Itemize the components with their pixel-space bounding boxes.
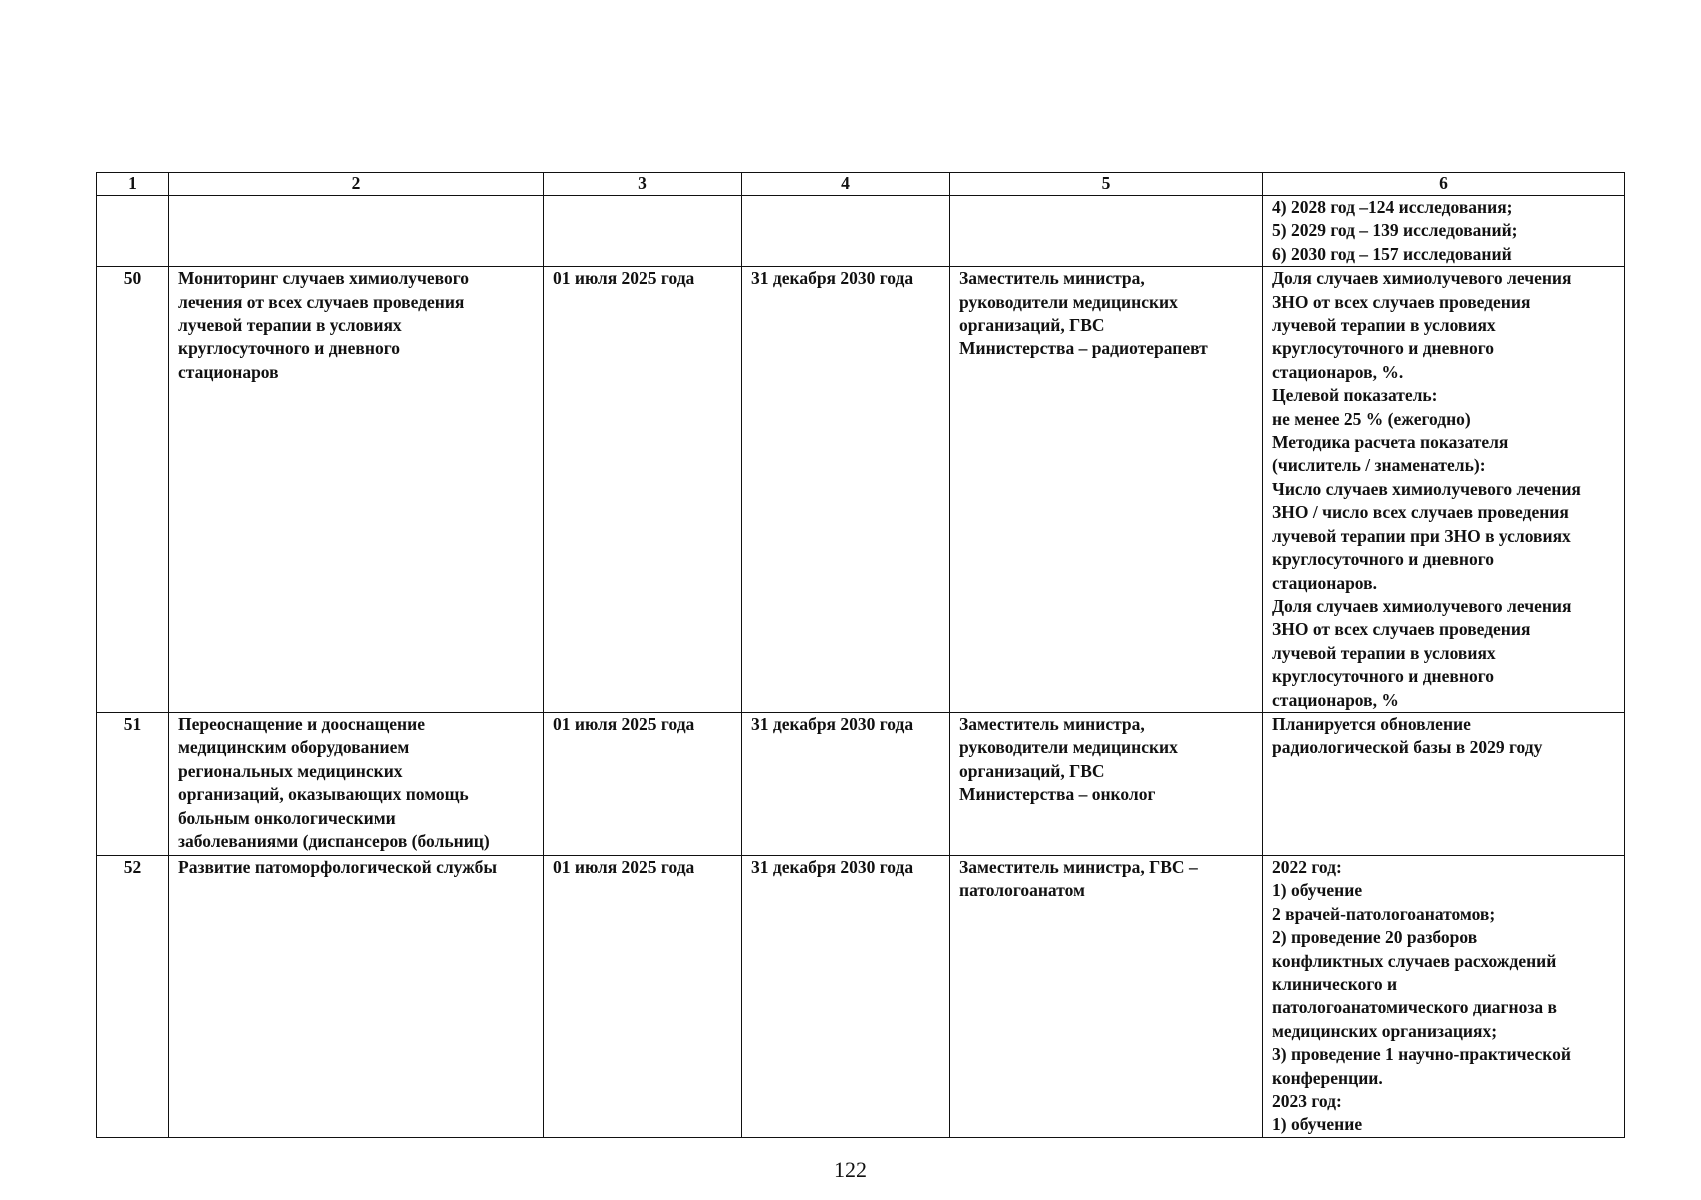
start-date-cell: 01 июля 2025 года xyxy=(544,855,742,1137)
cell-line: Развитие патоморфологической службы xyxy=(178,856,498,877)
plan-table xyxy=(96,172,1625,1138)
cell-line: 5) 2029 год – 139 исследований; xyxy=(1272,220,1518,241)
result-cell xyxy=(1263,712,1625,855)
cell-empty xyxy=(544,196,742,267)
activity-cell xyxy=(169,267,544,713)
page-number: 122 xyxy=(834,1157,867,1182)
header-row xyxy=(97,173,1625,196)
responsible-cell xyxy=(950,712,1263,855)
cell-line: ЗНО от всех случаев проведения xyxy=(1272,291,1531,312)
cell-line: 2023 год: xyxy=(1272,1091,1342,1111)
cell-line: Заместитель министра, ГВС – xyxy=(959,856,1198,877)
responsible-cell xyxy=(950,855,1263,1137)
cell-line: лучевой терапии в условиях xyxy=(178,315,402,336)
cell-line: медицинским оборудованием xyxy=(178,737,410,758)
cell-line: 1) обучение xyxy=(1272,1114,1363,1135)
column-header-3: 3 xyxy=(544,173,742,196)
cell-line: лечения от всех случаев проведения xyxy=(178,291,465,312)
cell-line: круглосуточного и дневного xyxy=(178,338,400,359)
column-header-5: 5 xyxy=(950,173,1263,196)
cell-empty xyxy=(742,196,950,267)
cell-line: Заместитель министра, xyxy=(959,713,1145,734)
cell-line: ЗНО / число всех случаев проведения xyxy=(1272,502,1569,523)
cell-line: медицинских организациях; xyxy=(1272,1020,1498,1041)
cell-line: стационаров. xyxy=(1272,572,1377,593)
cell-empty xyxy=(97,196,169,267)
cell-line: радиологической базы в 2029 году xyxy=(1272,737,1543,758)
column-header-6: 6 xyxy=(1263,173,1625,196)
table-row-continuation xyxy=(97,196,1625,267)
cell-line: патологоанатомического диагноза в xyxy=(1272,997,1557,1018)
column-header-4: 4 xyxy=(742,173,950,196)
cell-line: Целевой показатель: xyxy=(1272,385,1438,406)
cell-line: стационаров, %. xyxy=(1272,361,1404,382)
table-row-51 xyxy=(97,712,1625,855)
table-row-52 xyxy=(97,855,1625,1137)
activity-cell xyxy=(169,712,544,855)
cell-line: 2022 год: xyxy=(1272,856,1342,877)
cell-line: 3) проведение 1 научно-практической xyxy=(1272,1044,1571,1065)
responsible-cell xyxy=(950,267,1263,713)
cell-line: организаций, оказывающих помощь xyxy=(178,784,469,805)
cell-line: больным онкологическими xyxy=(178,807,396,828)
cell-line: 2) проведение 20 разборов xyxy=(1272,927,1478,948)
result-cell xyxy=(1263,855,1625,1137)
cell-line: Мониторинг случаев химиолучевого xyxy=(178,268,469,289)
start-date-cell: 01 июля 2025 года xyxy=(544,267,742,713)
cell-line: круглосуточного и дневного xyxy=(1272,549,1494,570)
cell-line: стационаров, % xyxy=(1272,689,1399,710)
cell-empty xyxy=(950,196,1263,267)
cell-line: Доля случаев химиолучевого лечения xyxy=(1272,595,1572,616)
cell-line: 4) 2028 год –124 исследования; xyxy=(1272,197,1513,217)
cell-line: руководители медицинских xyxy=(959,291,1178,312)
cell-line: организаций, ГВС xyxy=(959,760,1105,781)
cell-line: лучевой терапии в условиях xyxy=(1272,642,1496,663)
row-number: 51 xyxy=(97,712,169,855)
cell-line: клинического и xyxy=(1272,973,1398,994)
cell-line: Планируется обновление xyxy=(1272,713,1471,734)
cell-line: Министерства – радиотерапевт xyxy=(959,338,1208,359)
end-date-cell: 31 декабря 2030 года xyxy=(742,712,950,855)
cell-line: круглосуточного и дневного xyxy=(1272,666,1494,687)
cell-line: круглосуточного и дневного xyxy=(1272,338,1494,359)
cell-line: 2 врачей-патологоанатомов; xyxy=(1272,903,1496,924)
cell-line: 1) обучение xyxy=(1272,880,1363,901)
cell-line: конфликтных случаев расхождений xyxy=(1272,950,1557,971)
cell-line: конференции. xyxy=(1272,1067,1383,1088)
table-row-50 xyxy=(97,267,1625,713)
cell-line: Методика расчета показателя xyxy=(1272,432,1509,453)
cell-line: лучевой терапии в условиях xyxy=(1272,315,1496,336)
row-number: 52 xyxy=(97,855,169,1137)
cell-line: (числитель / знаменатель): xyxy=(1272,455,1486,476)
cell-line: организаций, ГВС xyxy=(959,315,1105,336)
cell-line: стационаров xyxy=(178,361,279,382)
cell-line: Министерства – онколог xyxy=(959,784,1156,805)
activity-cell xyxy=(169,855,544,1137)
cell-line: Доля случаев химиолучевого лечения xyxy=(1272,268,1572,289)
cell-line: лучевой терапии при ЗНО в условиях xyxy=(1272,525,1571,546)
column-header-1: 1 xyxy=(97,173,169,196)
cell-line: 6) 2030 год – 157 исследований xyxy=(1272,243,1512,264)
result-cell xyxy=(1263,267,1625,713)
cell-line: региональных медицинских xyxy=(178,760,403,781)
cell-line: заболеваниями (диспансеров (больниц) xyxy=(178,830,490,851)
row-number: 50 xyxy=(97,267,169,713)
cell-line: не менее 25 % (ежегодно) xyxy=(1272,408,1471,429)
cell-line: руководители медицинских xyxy=(959,737,1178,758)
start-date-cell: 01 июля 2025 года xyxy=(544,712,742,855)
end-date-cell: 31 декабря 2030 года xyxy=(742,855,950,1137)
column-header-2: 2 xyxy=(169,173,544,196)
cell-empty xyxy=(169,196,544,267)
end-date-cell: 31 декабря 2030 года xyxy=(742,267,950,713)
result-cell xyxy=(1263,196,1625,267)
cell-line: Число случаев химиолучевого лечения xyxy=(1272,478,1581,499)
cell-line: ЗНО от всех случаев проведения xyxy=(1272,619,1531,640)
cell-line: Заместитель министра, xyxy=(959,268,1145,289)
cell-line: Переоснащение и дооснащение xyxy=(178,713,425,734)
cell-line: патологоанатом xyxy=(959,880,1085,901)
